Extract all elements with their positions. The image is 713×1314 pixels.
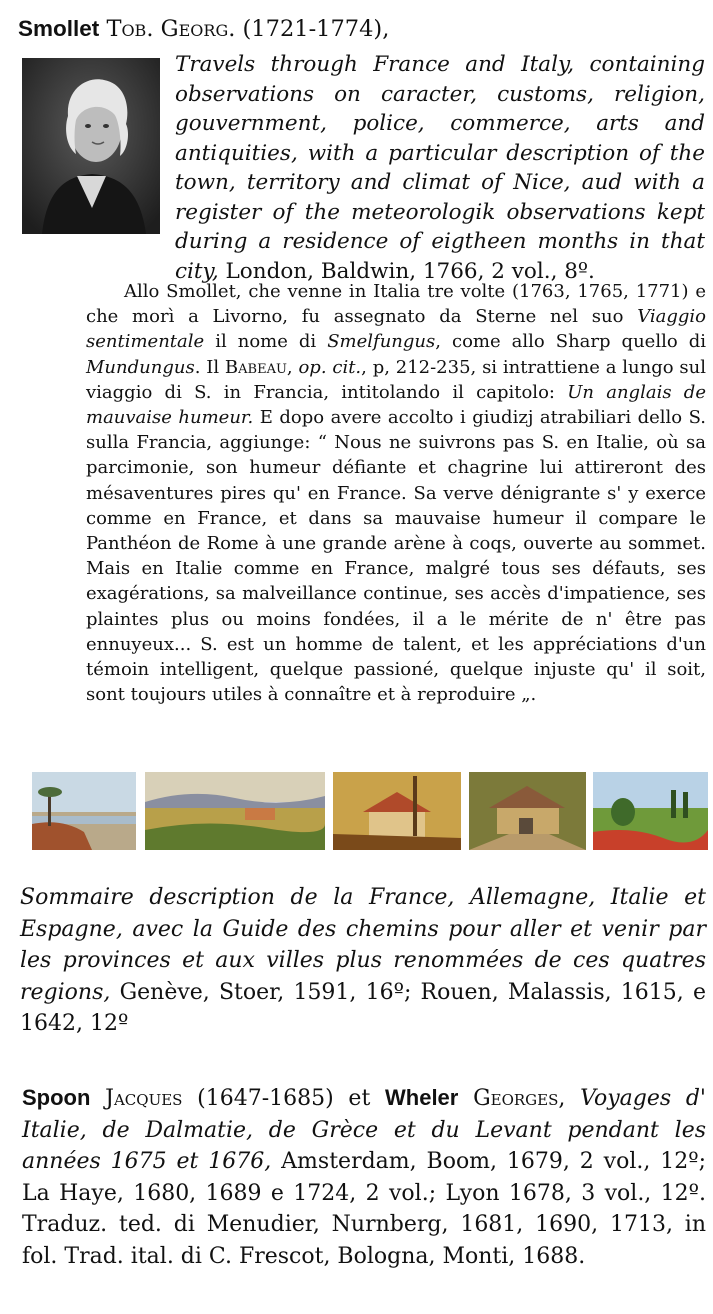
author-surname: Smollet	[18, 16, 100, 41]
note-citation: op. cit.	[298, 356, 362, 378]
author-given-names: Jacques	[105, 1086, 183, 1111]
painting-coastal-tree	[32, 772, 136, 850]
author-dates: (1721-1774),	[242, 16, 390, 42]
note-text: E dopo avere accolto i giudizj atrabiliari dello S. sulla Francia, aggiunge: “ Nous ne suivrons pas S. en Italie, où sa parcimonie, son humeur défiante et chagrine lui attireront des mésaventures pires qu' en France. Sa verve dénigrante s' y exerce comme en France, et dans sa mauvaise humeur il compare le Panthéon de Rome à une grande arène à coqs, ouverte au sommet. Mais en Italie comme en France, malgré tous ses défauts, ses exagérations, sa malveillance continue, ses accès d'impatience, ses plaintes plus ou moins fondées, il a le mérite de n' être pas ennuyeux... S. est un homme de talent, et les appréciations d'un témoin intelligent, quelque passioné, quelque injuste qu' il soit, sont toujours utiles à connaître et à reproduire „.	[86, 407, 706, 706]
painting-tuscan-hills	[145, 772, 325, 850]
note-name: Smelfungus	[327, 331, 436, 353]
publication-info: Genève, Stoer, 1591, 16º; Rouen, Malassis, 1615, e 1642, 12º	[20, 979, 706, 1036]
note-paragraph	[86, 279, 706, 707]
note-text: , come allo Sharp quello di	[435, 331, 706, 353]
author-given-names: Georges,	[473, 1086, 566, 1111]
author-surname: Spoon	[22, 1085, 91, 1110]
author-surname: Wheler	[385, 1085, 459, 1110]
publication-info: Amsterdam, Boom, 1679, 2 vol., 12º; La Haye, 1680, 1689 e 1724, 2 vol.; Lyon 1678, 3 vol., 12º. Traduz. ted. di Menudier, Nurnberg, 1681, 1690, 1713, in fol. Trad. ital. di C. Frescot, Bologna, Monti, 1688.	[22, 1149, 707, 1269]
author-given-names: Tob. Georg.	[106, 16, 236, 42]
painting-strip	[32, 772, 708, 850]
smollet-portrait	[22, 58, 160, 234]
author-dates: (1647-1685)	[197, 1086, 334, 1111]
note-name: Mundungus	[86, 356, 195, 378]
note-author: Babeau	[224, 356, 287, 378]
work-title: Sommaire description de la France, Allemagne, Italie et Espagne, avec la Guide des chemins pour aller et venir par les provinces et aux villes plus renommées de ces quatres regions,	[20, 885, 706, 1005]
note-text: Allo Smollet, che venne in Italia tre volte (1763, 1765, 1771) e che morì a Livorno, fu assegnato da Sterne nel suo	[86, 281, 706, 328]
entry-spoon-wheler	[22, 1082, 706, 1272]
entry-smollet-title	[175, 50, 705, 286]
note-text: ,	[286, 356, 299, 378]
entry-smollet-heading	[18, 14, 708, 44]
commentary-note	[86, 279, 706, 707]
conjunction: et	[348, 1086, 371, 1111]
note-text: il nome di	[204, 331, 328, 353]
painting-cypress-field	[593, 772, 708, 850]
work-title: Voyages d' Italie, de Dalmatie, de Grèce et du Levant pendant les années 1675 et 1676,	[22, 1086, 706, 1174]
entry-sommaire	[20, 882, 706, 1040]
note-work-title: Viaggio sentimentale	[86, 306, 706, 353]
note-chapter-title: Un anglais de mauvaise humeur.	[86, 381, 706, 429]
publication-info: London, Baldwin, 1766, 2 vol., 8º.	[225, 258, 595, 284]
note-text: , p, 212-235, si intrattiene a lungo sul viaggio di S. in Francia, intitolando il capitolo:	[86, 356, 706, 403]
painting-villa-garden	[469, 772, 586, 850]
painting-farmhouse	[333, 772, 461, 850]
work-title: Travels through France and Italy, containing observations on caracter, customs, religion, gouvernment, police, commerce, arts and antiquities, with a particular description of the town, territory and climat of Nice, aud with a register of the meteorologik observations kept during a residence of eigtheen months in that city,	[175, 52, 705, 284]
note-text: . Il	[194, 356, 225, 378]
